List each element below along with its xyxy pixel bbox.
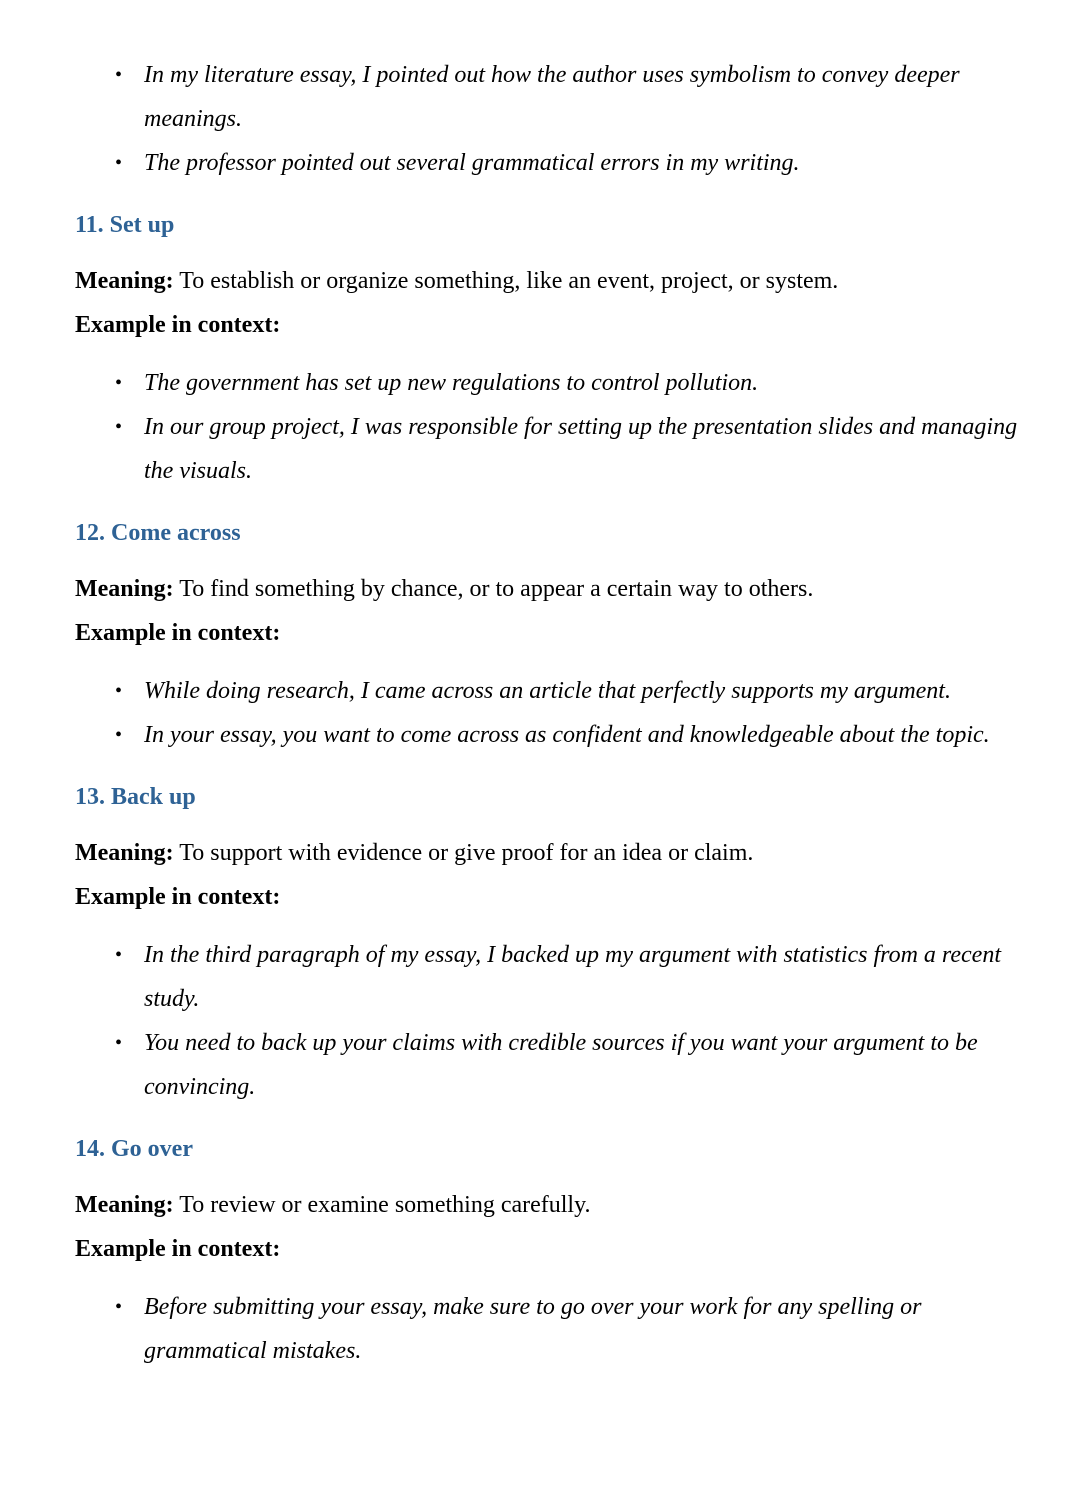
bullet-icon: • bbox=[115, 724, 123, 746]
bullet-icon: • bbox=[115, 64, 123, 86]
meaning-label: Meaning: bbox=[75, 840, 174, 866]
example-list bbox=[75, 933, 1035, 1109]
bullet-icon: • bbox=[115, 372, 123, 394]
example-context-label: Example in context: bbox=[75, 620, 281, 646]
list-item: • The professor pointed out several grammatical errors in my writing. bbox=[75, 141, 1035, 185]
list-item: • In my literature essay, I pointed out how the author uses symbolism to convey deeper meanings. bbox=[75, 53, 1035, 141]
example-list bbox=[75, 1285, 1035, 1373]
bullet-icon: • bbox=[115, 680, 123, 702]
example-list bbox=[75, 361, 1035, 493]
list-item: • While doing research, I came across an article that perfectly supports my argument. bbox=[75, 669, 1035, 713]
list-item: • Before submitting your essay, make sure to go over your work for any spelling or grammatical mistakes. bbox=[75, 1285, 1035, 1373]
section-title: 13. Back up bbox=[75, 784, 196, 810]
section-set-up bbox=[75, 209, 1035, 493]
meaning-line bbox=[75, 831, 1035, 875]
example-list bbox=[75, 669, 1035, 757]
meaning-text: To review or examine something carefully. bbox=[179, 1192, 591, 1218]
meaning-text: To find something by chance, or to appear a certain way to others. bbox=[179, 576, 814, 602]
list-item: • You need to back up your claims with credible sources if you want your argument to be convincing. bbox=[75, 1021, 1035, 1109]
section-title: 11. Set up bbox=[75, 212, 175, 238]
document-page bbox=[75, 0, 1035, 1373]
meaning-label: Meaning: bbox=[75, 268, 174, 294]
list-item: • In the third paragraph of my essay, I backed up my argument with statistics from a recent study. bbox=[75, 933, 1035, 1021]
list-item: • In your essay, you want to come across as confident and knowledgeable about the topic. bbox=[75, 713, 1035, 757]
example-context-label: Example in context: bbox=[75, 312, 281, 338]
meaning-line bbox=[75, 567, 1035, 611]
bullet-icon: • bbox=[115, 944, 123, 966]
intro-example-list bbox=[75, 53, 1035, 185]
section-back-up bbox=[75, 781, 1035, 1109]
list-item: • The government has set up new regulations to control pollution. bbox=[75, 361, 1035, 405]
section-title: 12. Come across bbox=[75, 520, 241, 546]
bullet-icon: • bbox=[115, 1296, 123, 1318]
section-title: 14. Go over bbox=[75, 1136, 193, 1162]
meaning-text: To support with evidence or give proof for an idea or claim. bbox=[179, 840, 754, 866]
bullet-icon: • bbox=[115, 152, 123, 174]
bullet-icon: • bbox=[115, 1032, 123, 1054]
list-item: • In our group project, I was responsible for setting up the presentation slides and managing the visuals. bbox=[75, 405, 1035, 493]
meaning-label: Meaning: bbox=[75, 576, 174, 602]
example-context-label: Example in context: bbox=[75, 1236, 281, 1262]
example-context-label: Example in context: bbox=[75, 884, 281, 910]
section-come-across bbox=[75, 517, 1035, 757]
meaning-label: Meaning: bbox=[75, 1192, 174, 1218]
bullet-icon: • bbox=[115, 416, 123, 438]
section-go-over bbox=[75, 1133, 1035, 1373]
meaning-line bbox=[75, 259, 1035, 303]
meaning-line bbox=[75, 1183, 1035, 1227]
meaning-text: To establish or organize something, like an event, project, or system. bbox=[179, 268, 839, 294]
